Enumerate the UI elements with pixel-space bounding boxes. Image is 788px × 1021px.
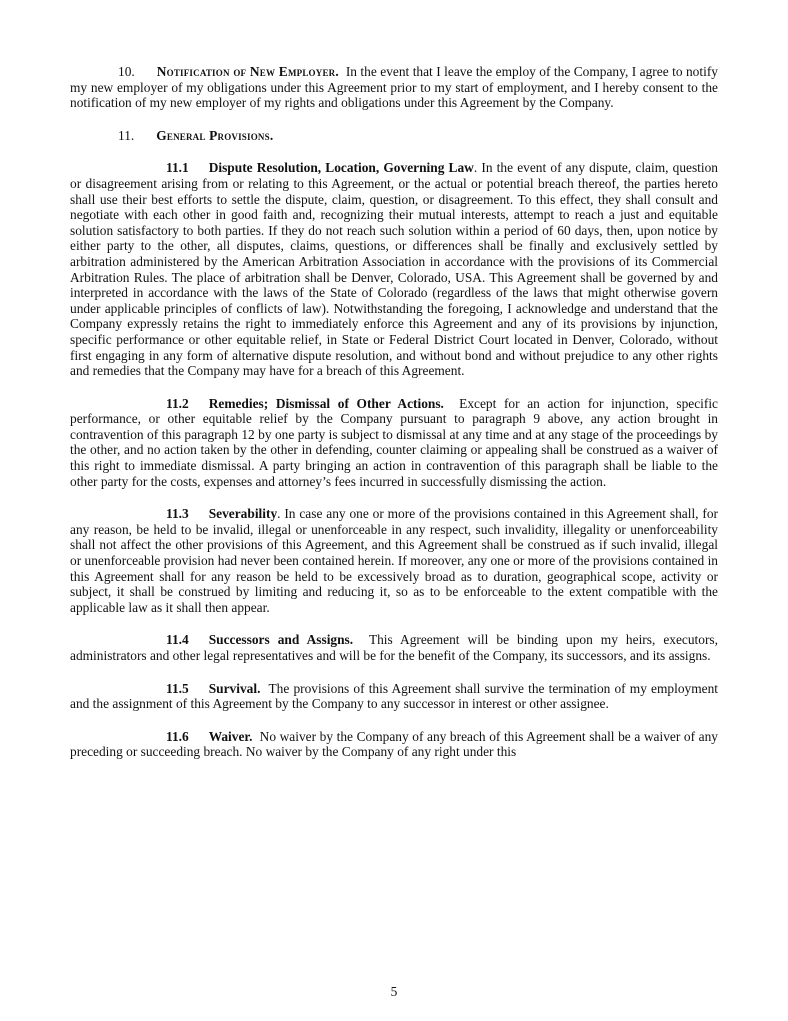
- section-11-3: [70, 506, 718, 615]
- subsection-number: 11.3: [166, 506, 189, 522]
- subsection-title: Successors and Assigns.: [208, 632, 354, 648]
- section-title: General Provisions.: [156, 127, 274, 143]
- subsection-body: No waiver by the Company of any breach of this Agreement shall be a waiver of any preceding or succeeding breach. No waiver by the Company of any right under this: [70, 728, 718, 760]
- subsection-number: 11.1: [166, 160, 189, 176]
- section-number: 10.: [118, 64, 135, 79]
- section-11-2: [70, 396, 718, 490]
- subsection-number: 11.6: [166, 728, 189, 744]
- subsection-title: Survival.: [208, 680, 261, 696]
- subsection-title: Waiver.: [208, 728, 253, 744]
- subsection-title: Severability: [208, 506, 278, 522]
- section-11-heading: [70, 128, 718, 144]
- subsection-body: . In the event of any dispute, claim, question or disagreement arising from or relating to this Agreement, or the actual or potential breach thereof, the parties hereto shall use their best efforts to settle the dispute, claim, question, or disagreement. To this effect, they shall consult and negotiate with each other in good faith and, recognizing their mutual interests, attempt to reach a just and equitable solution satisfactory to both parties. If they do not reach such solution within a period of 60 days, then, upon notice by either party to the other, all disputes, claims, questions, or differences shall be finally and exclusively settled by arbitration administered by the American Arbitration Association in accordance with the provisions of its Commercial Arbitration Rules. The place of arbitration shall be Denver, Colorado, USA. This Agreement shall be governed by and interpreted in accordance with the laws of the State of Colorado (regardless of the laws that might otherwise govern under applicable principles of conflicts of law). Notwithstanding the foregoing, I acknowledge and understand that the Company expressly retains the right to immediately enforce this Agreement and any of its provisions by injunction, specific performance or other equitable relief, in State or Federal District Court located in Denver, Colorado, without first engaging in any form of alternative dispute resolution, and without bond and without prejudice to any other rights and remedies that the Company may have for a breach of this Agreement.: [70, 160, 719, 379]
- subsection-body: . In case any one or more of the provisions contained in this Agreement shall, for any reason, be held to be invalid, illegal or unenforceable in any respect, such invalidity, illegality or unenforceability shall not affect the other provisions of this Agreement, and this Agreement shall be construed as if such invalid, illegal or unenforceable provision had never been contained herein. If moreover, any one or more of the provisions contained in this Agreement shall for any reason be held to be excessively broad as to duration, geographical scope, activity or subject, it shall be construed by limiting and reducing it, so as to be enforceable to the extent compatible with the applicable law as it shall then appear.: [70, 506, 718, 615]
- section-number: 11.: [118, 127, 135, 143]
- page-number: 5: [390, 984, 398, 999]
- subsection-number: 11.4: [166, 632, 189, 648]
- section-11-5: [70, 681, 718, 712]
- section-11-1: [70, 160, 718, 378]
- document-page: [70, 64, 718, 777]
- subsection-number: 11.5: [166, 680, 189, 696]
- section-11-6: [70, 729, 718, 760]
- subsection-body: The provisions of this Agreement shall survive the termination of my employment and the assignment of this Agreement by the Company to any successor in interest or other assignee.: [70, 680, 718, 712]
- subsection-title: Remedies; Dismissal of Other Actions.: [208, 395, 444, 411]
- section-body: In the event that I leave the employ of the Company, I agree to notify my new employer of my obligations under this Agreement prior to my start of employment, and I hereby consent to the notification of my new employer of my rights and obligations under this Agreement by the Company.: [70, 64, 718, 111]
- section-title: Notification of New Employer.: [156, 64, 339, 79]
- subsection-body: This Agreement will be binding upon my heirs, executors, administrators and other legal representatives and will be for the benefit of the Company, its successors, and its assigns.: [70, 632, 718, 663]
- section-10: [70, 64, 718, 111]
- subsection-body: Except for an action for injunction, specific performance, or other equitable relief by the Company pursuant to paragraph 9 above, any action brought in contravention of this paragraph 12 by one party is subject to dismissal at any time and at any stage of the proceedings by the other, and no action taken by the other in defending, counter claiming or appealing shall be construed as a waiver of this right to immediate dismissal. A party bringing an action in contravention of this paragraph shall be liable to the other party for the costs, expenses and attorney’s fees incurred in successfully dismissing the action.: [70, 395, 718, 489]
- subsection-number: 11.2: [166, 395, 189, 411]
- section-11-4: [70, 632, 718, 663]
- subsection-title: Dispute Resolution, Location, Governing Law: [208, 160, 474, 176]
